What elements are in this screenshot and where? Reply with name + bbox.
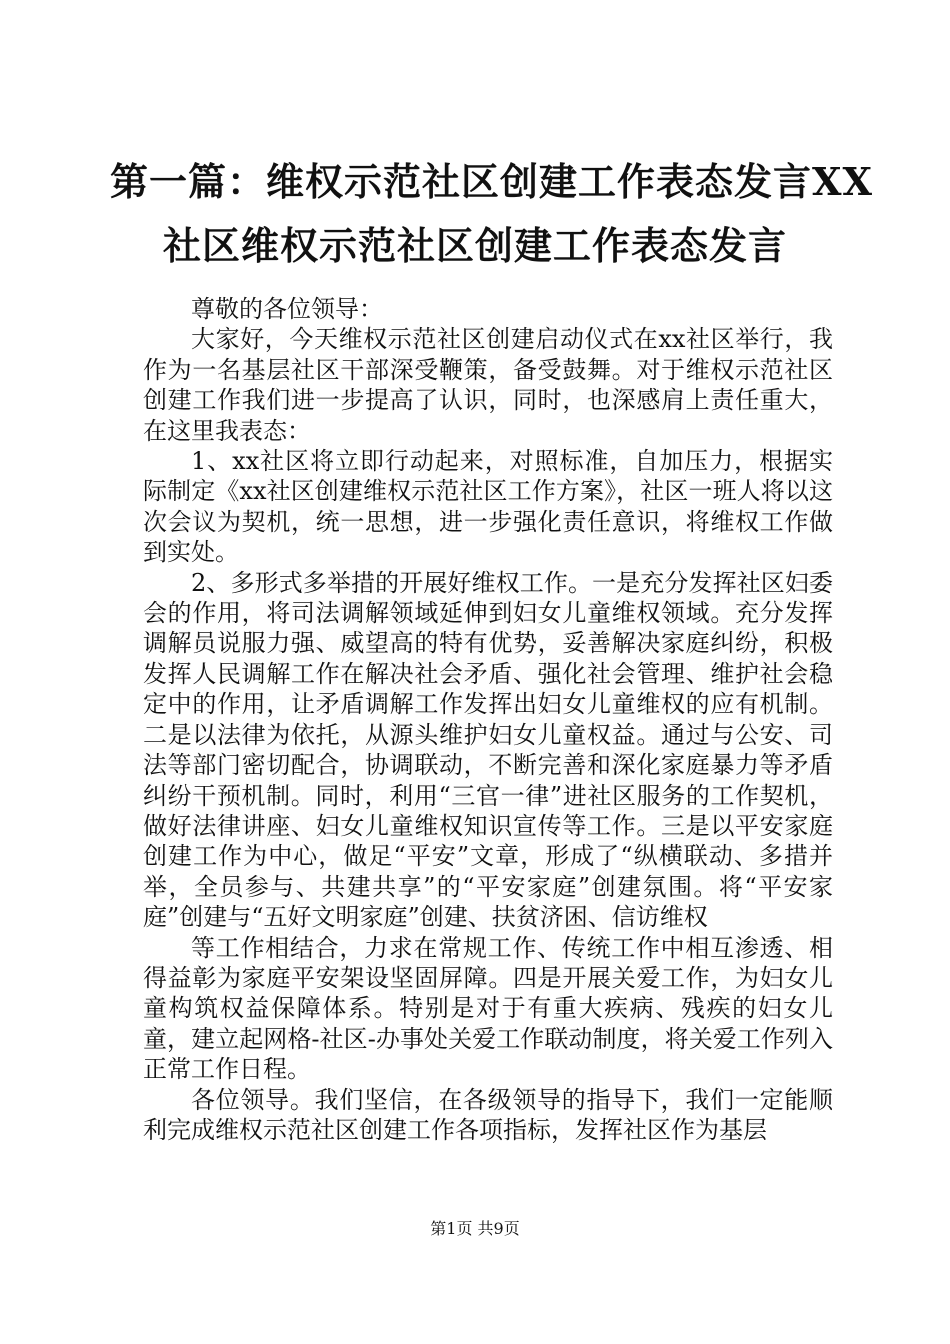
paragraph-point-2-continued: 等工作相结合，力求在常规工作、传统工作中相互渗透、相得益彰为家庭平安架设坚固屏障。四是开展关爱工作，为妇女儿童构筑权益保障体系。特别是对于有重大疾病、残疾的妇女儿童，建立起网格-社区-办事处关爱工作联动制度，将关爱工作列入正常工作日程。 (143, 933, 833, 1084)
document-body (143, 294, 833, 1145)
page-footer: 第1页 共9页 (430, 1219, 520, 1238)
paragraph-point-1: 1、xx社区将立即行动起来，对照标准，自加压力，根据实际制定《xx社区创建维权示范社区工作方案》，社区一班人将以这次会议为契机，统一思想，进一步强化责任意识，将维权工作做到实处。 (143, 447, 833, 567)
paragraph-closing: 各位领导。我们坚信，在各级领导的指导下，我们一定能顺利完成维权示范社区创建工作各项指标，发挥社区作为基层 (143, 1085, 833, 1144)
document-title-line-1: 第一篇：维权示范社区创建工作表态发言XX (110, 159, 873, 204)
paragraph-greeting: 大家好，今天维权示范社区创建启动仪式在xx社区举行，我作为一名基层社区干部深受鞭策，备受鼓舞。对于维权示范社区创建工作我们进一步提高了认识，同时，也深感肩上责任重大，在这里我表态： (143, 325, 833, 445)
paragraph-salutation: 尊敬的各位领导： (191, 295, 383, 323)
paragraph-point-2: 2、多形式多举措的开展好维权工作。一是充分发挥社区妇委会的作用，将司法调解领域延伸到妇女儿童维权领域。充分发挥调解员说服力强、威望高的特有优势，妥善解决家庭纠纷，积极发挥人民调解工作在解决社会矛盾、强化社会管理、维护社会稳定中的作用，让矛盾调解工作发挥出妇女儿童维权的应有机制。二是以法律为依托，从源头维护妇女儿童权益。通过与公安、司法等部门密切配合，协调联动，不断完善和深化家庭暴力等矛盾纠纷干预机制。同时，利用“三官一律”进社区服务的工作契机，做好法律讲座、妇女儿童维权知识宣传等工作。三是以平安家庭创建工作为中心，做足“平安”文章，形成了“纵横联动、多措并举，全员参与、共建共享”的“平安家庭”创建氛围。将“平安家庭”创建与“五好文明家庭”创建、扶贫济困、信访维权 (143, 568, 833, 932)
document-title-line-2: 社区维权示范社区创建工作表态发言 (162, 223, 787, 268)
